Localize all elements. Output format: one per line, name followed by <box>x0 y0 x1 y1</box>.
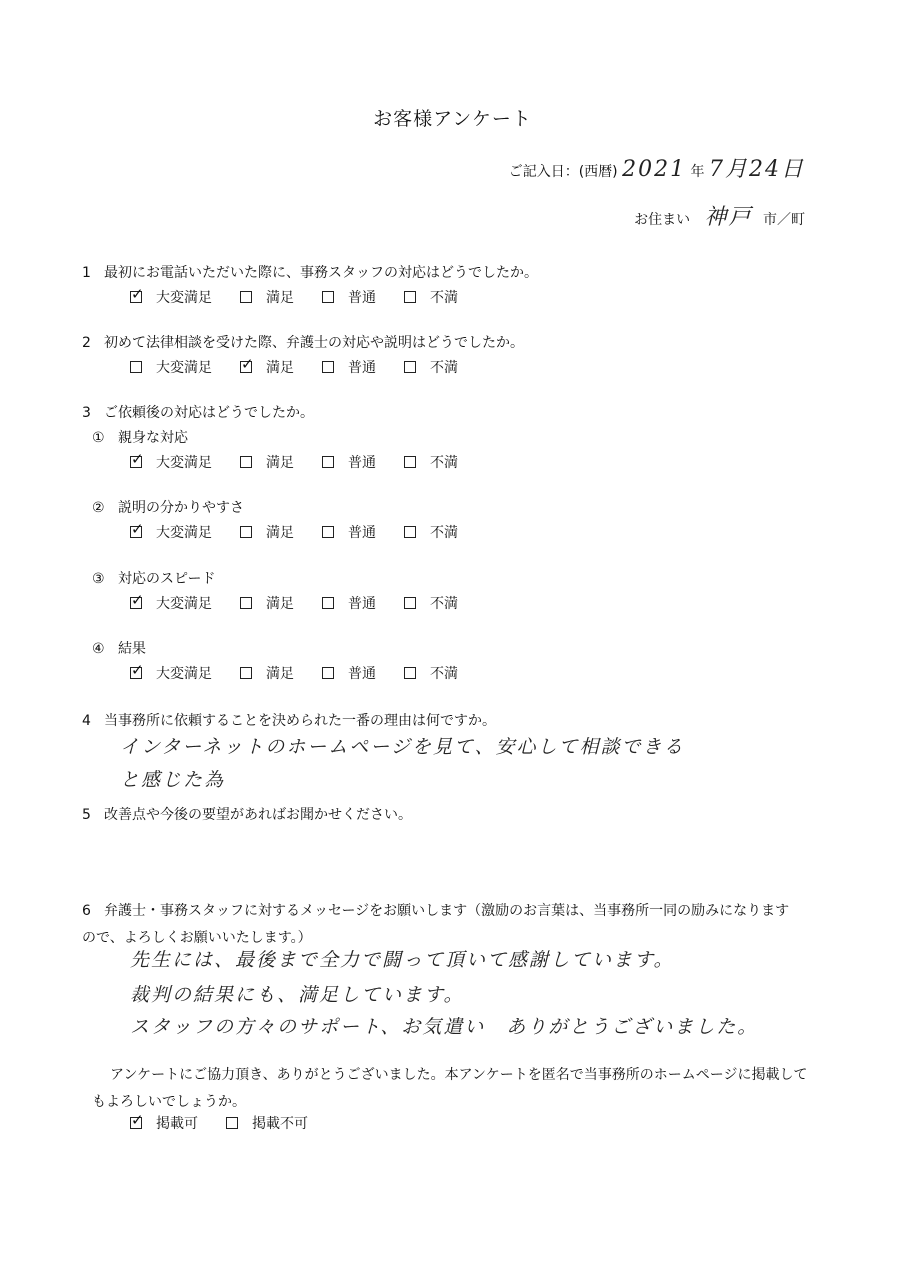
checkbox-icon[interactable] <box>404 456 416 468</box>
option-label: 不満 <box>430 455 458 471</box>
option-label: 普通 <box>348 360 376 376</box>
option-label: 満足 <box>266 290 294 306</box>
date-label: ご記入日：(西暦) <box>508 164 618 180</box>
question-number: 4 <box>82 713 91 729</box>
option-3[interactable] <box>322 287 376 307</box>
option-2[interactable] <box>240 357 294 377</box>
sub-question-1 <box>92 427 188 447</box>
checked-checkbox-icon[interactable] <box>130 1117 142 1129</box>
option-label: 満足 <box>266 525 294 541</box>
question-text: 初めて法律相談を受けた際、弁護士の対応や説明はどうでしたか。 <box>104 335 524 351</box>
date-year: 2021 <box>622 157 687 182</box>
question-number: 1 <box>82 265 91 281</box>
consent-text: アンケートにご協力頂き、ありがとうございました。本アンケートを匿名で当事務所のホームページに掲載してもよろしいでしょうか。 <box>92 1067 808 1110</box>
option-label: 大変満足 <box>156 596 212 612</box>
option-label: 普通 <box>348 290 376 306</box>
sub-question-number: ① <box>92 430 105 446</box>
checkbox-icon[interactable] <box>240 597 252 609</box>
checkbox-icon[interactable] <box>404 667 416 679</box>
option-label: 普通 <box>348 666 376 682</box>
sub-question-2 <box>92 497 244 517</box>
option-4[interactable] <box>404 663 458 683</box>
option-label: 普通 <box>348 596 376 612</box>
consent-group <box>130 1113 308 1133</box>
sub-question-number: ④ <box>92 641 105 657</box>
sub-question-label: 対応のスピード <box>118 571 216 587</box>
address-suffix: 市／町 <box>763 212 805 228</box>
question-number: 3 <box>82 405 91 421</box>
question-text: 改善点や今後の要望があればお聞かせください。 <box>104 807 412 823</box>
option-label: 不満 <box>430 290 458 306</box>
question-number: 5 <box>82 807 91 823</box>
date-month-day: 7月24日 <box>709 157 805 182</box>
checkbox-icon[interactable] <box>404 526 416 538</box>
checked-checkbox-icon[interactable] <box>130 667 142 679</box>
option-2[interactable] <box>240 593 294 613</box>
question-text: ご依頼後の対応はどうでしたか。 <box>104 405 314 421</box>
question-2 <box>82 332 524 352</box>
option-label: 大変満足 <box>156 666 212 682</box>
option-label: 不満 <box>430 666 458 682</box>
option-1[interactable] <box>130 1113 198 1133</box>
rating-group-q3-1 <box>130 452 458 472</box>
checkbox-icon[interactable] <box>322 291 334 303</box>
option-4[interactable] <box>404 452 458 472</box>
checkbox-icon[interactable] <box>322 526 334 538</box>
checkbox-icon[interactable] <box>322 667 334 679</box>
option-label: 普通 <box>348 525 376 541</box>
rating-group-q3-2 <box>130 522 458 542</box>
sub-question-number: ② <box>92 500 105 516</box>
option-label: 満足 <box>266 596 294 612</box>
option-2[interactable] <box>240 522 294 542</box>
address-label: お住まい <box>634 212 691 228</box>
option-label: 満足 <box>266 666 294 682</box>
answer-4-line-1: インターネットのホームページを見て、安心して相談できる <box>120 736 685 758</box>
checked-checkbox-icon[interactable] <box>130 456 142 468</box>
checked-checkbox-icon[interactable] <box>240 361 252 373</box>
option-label: 大変満足 <box>156 455 212 471</box>
checkbox-icon[interactable] <box>404 361 416 373</box>
rating-group-q3-4 <box>130 663 458 683</box>
page-title: お客様アンケート <box>373 108 532 130</box>
option-label: 満足 <box>266 360 294 376</box>
checked-checkbox-icon[interactable] <box>130 526 142 538</box>
question-3 <box>82 402 314 422</box>
checkbox-icon[interactable] <box>240 456 252 468</box>
answer-6-line-2: 裁判の結果にも、満足しています。 <box>130 984 465 1006</box>
answer-4-line-2: と感じた為 <box>120 769 226 791</box>
option-3[interactable] <box>322 593 376 613</box>
option-label: 掲載不可 <box>252 1116 308 1132</box>
option-label: 不満 <box>430 596 458 612</box>
checkbox-icon[interactable] <box>404 291 416 303</box>
rating-group-q3-3 <box>130 593 458 613</box>
question-5 <box>82 804 412 824</box>
answer-6-line-1: 先生には、最後まで全力で闘って頂いて感謝しています。 <box>130 949 675 971</box>
rating-group-q1 <box>130 287 458 307</box>
checked-checkbox-icon[interactable] <box>130 597 142 609</box>
option-4[interactable] <box>404 522 458 542</box>
checked-checkbox-icon[interactable] <box>130 291 142 303</box>
question-text: 最初にお電話いただいた際に、事務スタッフの対応はどうでしたか。 <box>104 265 538 281</box>
date-year-unit: 年 <box>690 164 705 180</box>
checkbox-icon[interactable] <box>322 597 334 609</box>
date-row <box>509 152 805 183</box>
option-4[interactable] <box>404 593 458 613</box>
sub-question-3 <box>92 568 215 588</box>
checkbox-icon[interactable] <box>322 456 334 468</box>
sub-question-label: 説明の分かりやすさ <box>118 500 244 516</box>
option-label: 大変満足 <box>156 290 212 306</box>
address-row <box>634 200 805 231</box>
question-text: 弁護士・事務スタッフに対するメッセージをお願いします（激励のお言葉は、当事務所一同の励みになりますので、よろしくお願いいたします。） <box>82 903 790 946</box>
option-label: 普通 <box>348 455 376 471</box>
option-1[interactable] <box>130 287 212 307</box>
sub-question-label: 親身な対応 <box>118 430 188 446</box>
sub-question-4 <box>92 638 146 658</box>
checkbox-icon[interactable] <box>130 361 142 373</box>
option-2[interactable] <box>226 1113 308 1133</box>
option-1[interactable] <box>130 593 212 613</box>
option-label: 不満 <box>430 360 458 376</box>
question-4 <box>82 710 496 730</box>
option-label: 大変満足 <box>156 525 212 541</box>
question-text: 当事務所に依頼することを決められた一番の理由は何ですか。 <box>104 713 496 729</box>
option-3[interactable] <box>322 357 376 377</box>
option-1[interactable] <box>130 522 212 542</box>
option-4[interactable] <box>404 287 458 307</box>
option-1[interactable] <box>130 357 212 377</box>
checkbox-icon[interactable] <box>226 1117 238 1129</box>
option-1[interactable] <box>130 663 212 683</box>
option-label: 不満 <box>430 525 458 541</box>
option-3[interactable] <box>322 522 376 542</box>
checkbox-icon[interactable] <box>240 526 252 538</box>
question-number: 2 <box>82 335 91 351</box>
option-label: 満足 <box>266 455 294 471</box>
option-1[interactable] <box>130 452 212 472</box>
checkbox-icon[interactable] <box>240 291 252 303</box>
option-label: 掲載可 <box>156 1116 198 1132</box>
option-2[interactable] <box>240 452 294 472</box>
answer-6-line-3: スタッフの方々のサポート、お気遣い ありがとうございました。 <box>130 1016 759 1038</box>
option-label: 大変満足 <box>156 360 212 376</box>
checkbox-icon[interactable] <box>322 361 334 373</box>
checkbox-icon[interactable] <box>240 667 252 679</box>
rating-group-q2 <box>130 357 458 377</box>
option-3[interactable] <box>322 663 376 683</box>
question-1 <box>82 262 538 282</box>
option-3[interactable] <box>322 452 376 472</box>
address-city: 神戸 <box>704 205 753 230</box>
option-2[interactable] <box>240 287 294 307</box>
question-6 <box>82 898 802 952</box>
checkbox-icon[interactable] <box>404 597 416 609</box>
option-2[interactable] <box>240 663 294 683</box>
question-number: 6 <box>82 903 91 919</box>
option-4[interactable] <box>404 357 458 377</box>
sub-question-label: 結果 <box>118 641 146 657</box>
sub-question-number: ③ <box>92 571 105 587</box>
